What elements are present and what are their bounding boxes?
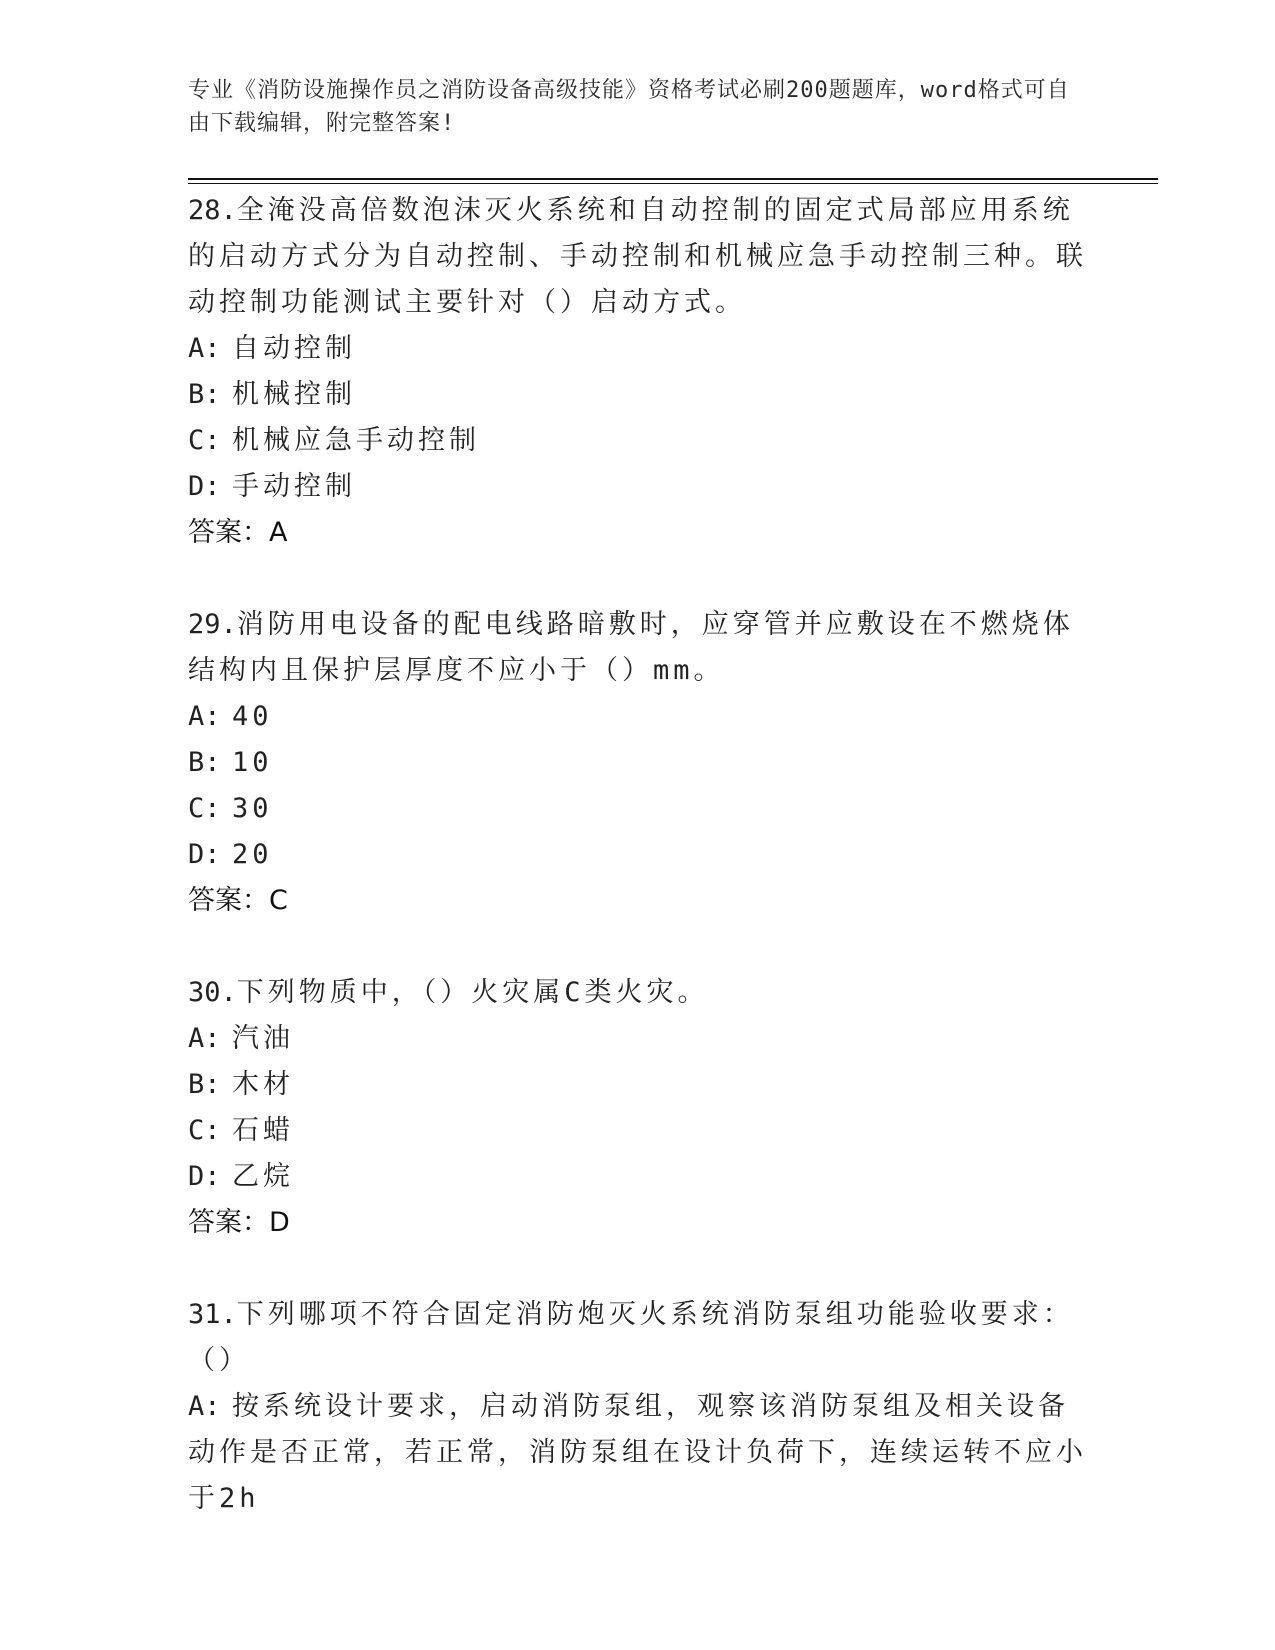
option-key: D: — [188, 839, 221, 870]
option-text: 20 — [232, 839, 273, 870]
question-body: 下列哪项不符合固定消防炮灭火系统消防泵组功能验收要求：（） — [188, 1299, 1074, 1376]
option-text: 乙烷 — [232, 1161, 294, 1192]
option-text: 汽油 — [232, 1023, 294, 1054]
option-text: 40 — [232, 701, 273, 732]
option-a — [188, 694, 1088, 740]
option-a — [188, 326, 1088, 372]
option-key: B: — [188, 747, 221, 778]
option-key: D: — [188, 471, 221, 502]
option-b — [188, 1062, 1088, 1108]
question-body: 消防用电设备的配电线路暗敷时，应穿管并应敷设在不燃烧体结构内且保护层厚度不应小于（）mm。 — [188, 609, 1074, 686]
question-number: 31. — [188, 1299, 237, 1330]
question-28 — [188, 188, 1088, 556]
option-text: 手动控制 — [232, 471, 356, 502]
question-body: 全淹没高倍数泡沫灭火系统和自动控制的固定式局部应用系统的启动方式分为自动控制、手动控制和机械应急手动控制三种。联动控制功能测试主要针对（）启动方式。 — [188, 195, 1087, 318]
question-text — [188, 970, 1088, 1016]
option-key: C: — [188, 1115, 221, 1146]
question-number: 30. — [188, 977, 237, 1008]
option-key: D: — [188, 1161, 221, 1192]
option-key: A: — [188, 1023, 221, 1054]
question-30 — [188, 970, 1088, 1246]
option-a — [188, 1384, 1088, 1522]
header-divider-thick — [188, 178, 1158, 180]
option-key: C: — [188, 425, 221, 456]
option-c — [188, 1108, 1088, 1154]
question-31 — [188, 1292, 1088, 1522]
option-text: 机械控制 — [232, 379, 356, 410]
question-text — [188, 188, 1088, 326]
option-key: B: — [188, 379, 221, 410]
question-body: 下列物质中，（）火灾属C类火灾。 — [236, 977, 709, 1008]
answer-line: 答案：A — [188, 517, 288, 548]
header-divider-thin — [188, 183, 1158, 184]
option-b — [188, 372, 1088, 418]
option-d — [188, 1154, 1088, 1200]
question-29 — [188, 602, 1088, 924]
option-d — [188, 464, 1088, 510]
answer-line: 答案：D — [188, 1207, 290, 1238]
document-header: 专业《消防设施操作员之消防设备高级技能》资格考试必刷200题题库，word格式可自由下载编辑，附完整答案! — [188, 78, 1070, 136]
option-text: 木材 — [232, 1069, 294, 1100]
question-text — [188, 602, 1088, 694]
option-text: 10 — [232, 747, 273, 778]
option-a — [188, 1016, 1088, 1062]
option-c — [188, 786, 1088, 832]
option-d — [188, 832, 1088, 878]
question-text — [188, 1292, 1088, 1384]
option-text: 30 — [232, 793, 273, 824]
option-key: A: — [188, 1391, 221, 1422]
option-c — [188, 418, 1088, 464]
option-key: B: — [188, 1069, 221, 1100]
option-text: 机械应急手动控制 — [232, 425, 480, 456]
option-text: 石蜡 — [232, 1115, 294, 1146]
option-b — [188, 740, 1088, 786]
question-number: 28. — [188, 195, 237, 226]
option-text: 自动控制 — [232, 333, 356, 364]
option-key: C: — [188, 793, 221, 824]
option-text: 按系统设计要求，启动消防泵组，观察该消防泵组及相关设备动作是否正常，若正常，消防泵组在设计负荷下，连续运转不应小于2h — [188, 1391, 1087, 1514]
option-key: A: — [188, 701, 221, 732]
option-key: A: — [188, 333, 221, 364]
question-number: 29. — [188, 609, 237, 640]
question-list — [188, 188, 1088, 1568]
answer-line: 答案：C — [188, 885, 288, 916]
